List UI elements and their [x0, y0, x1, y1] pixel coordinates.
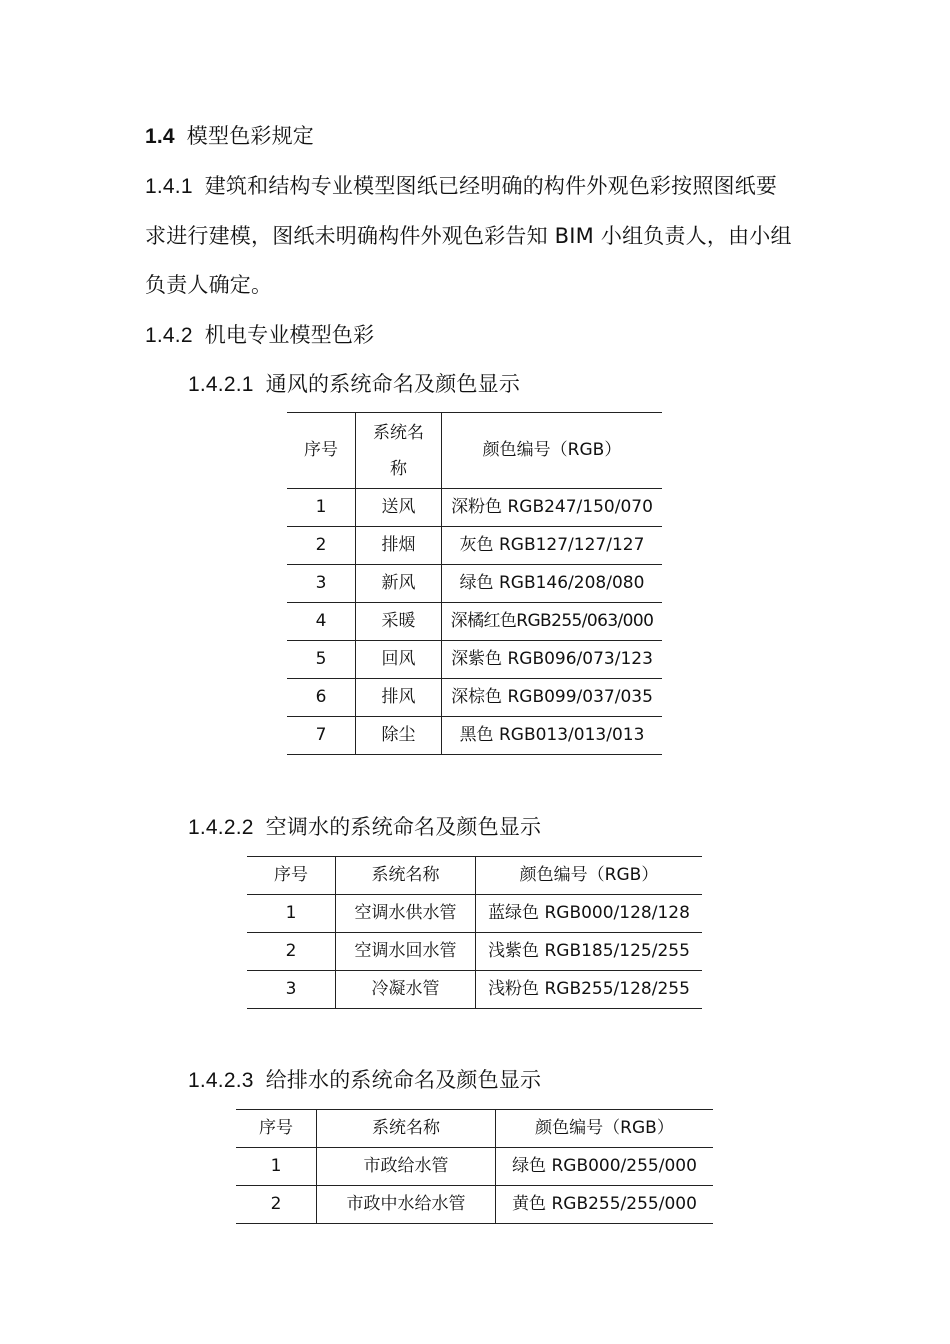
cell-name: 送风	[356, 489, 442, 527]
cell-name: 空调水供水管	[336, 895, 476, 933]
cell-name: 冷凝水管	[336, 971, 476, 1009]
header-name	[356, 413, 442, 489]
paragraph-1-4-1-line-3: 负责人确定。	[145, 273, 273, 297]
cell-seq: 5	[315, 649, 327, 670]
section-title: 模型色彩规定	[186, 124, 314, 148]
section-heading	[145, 126, 314, 147]
cell-color: 深棕色 RGB099/037/035	[442, 679, 663, 717]
subsection-number: 1.4.2	[145, 324, 193, 347]
cell-name: 市政给水管	[317, 1148, 496, 1186]
table-heading-title: 通风的系统命名及颜色显示	[265, 372, 521, 396]
cell-color: 黄色 RGB255/255/000	[496, 1186, 714, 1224]
paragraph-1-4-1-line-1	[145, 176, 777, 197]
cell-color: 绿色 RGB146/208/080	[442, 565, 663, 603]
header-name-line-1: 系统名	[373, 422, 424, 443]
cell-color: 深粉色 RGB247/150/070	[442, 489, 663, 527]
cell-seq: 7	[315, 725, 327, 746]
table-heading-ventilation	[188, 374, 520, 395]
cell-color: 绿色 RGB000/255/000	[496, 1148, 714, 1186]
cell-color: 深紫色 RGB096/073/123	[442, 641, 663, 679]
header-name: 系统名称	[317, 1110, 496, 1148]
hvac-water-table	[247, 856, 702, 1009]
ventilation-table	[287, 412, 662, 755]
header-name-line-2: 称	[390, 458, 407, 479]
table-row	[287, 527, 662, 565]
table-row	[287, 641, 662, 679]
subsection-heading-1-4-2	[145, 325, 374, 346]
cell-seq: 1	[285, 903, 297, 924]
header-color: 颜色编号（RGB）	[496, 1110, 714, 1148]
cell-seq: 4	[315, 611, 327, 632]
header-color: 颜色编号（RGB）	[442, 413, 663, 489]
header-seq: 序号	[304, 440, 338, 461]
cell-name: 空调水回水管	[336, 933, 476, 971]
cell-seq: 1	[315, 497, 327, 518]
cell-name: 除尘	[356, 717, 442, 755]
cell-color: 灰色 RGB127/127/127	[442, 527, 663, 565]
cell-name: 排烟	[356, 527, 442, 565]
table-heading-title: 给排水的系统命名及颜色显示	[265, 1068, 542, 1092]
cell-seq: 3	[315, 573, 327, 594]
table-row	[247, 895, 702, 933]
table-row	[287, 489, 662, 527]
cell-seq: 1	[270, 1156, 282, 1177]
section-number: 1.4	[145, 125, 175, 148]
table-heading-number: 1.4.2.1	[188, 373, 254, 396]
table-row	[236, 1148, 713, 1186]
cell-color: 深橘红色RGB255/063/000	[442, 603, 663, 641]
table-row	[247, 933, 702, 971]
cell-seq: 2	[315, 535, 327, 556]
table-header-row	[247, 857, 702, 895]
plumbing-table	[236, 1109, 713, 1224]
cell-name: 排风	[356, 679, 442, 717]
table-row	[287, 679, 662, 717]
paragraph-text: 建筑和结构专业模型图纸已经明确的构件外观色彩按照图纸要	[204, 174, 778, 198]
table-heading-title: 空调水的系统命名及颜色显示	[265, 815, 542, 839]
header-color: 颜色编号（RGB）	[476, 857, 703, 895]
table-heading-plumbing	[188, 1070, 541, 1091]
table-heading-number: 1.4.2.3	[188, 1069, 254, 1092]
table-heading-hvac-water	[188, 817, 541, 838]
header-seq: 序号	[274, 865, 308, 886]
cell-color: 浅紫色 RGB185/125/255	[476, 933, 703, 971]
cell-seq: 2	[285, 941, 297, 962]
header-name: 系统名称	[336, 857, 476, 895]
table-row	[247, 971, 702, 1009]
table-row	[287, 717, 662, 755]
subsection-title: 机电专业模型色彩	[204, 323, 375, 347]
cell-name: 采暖	[356, 603, 442, 641]
cell-seq: 6	[315, 687, 327, 708]
paragraph-1-4-1-line-2: 求进行建模，图纸未明确构件外观色彩告知 BIM 小组负责人，由小组	[145, 224, 792, 248]
table-row	[287, 565, 662, 603]
paragraph-number: 1.4.1	[145, 175, 193, 198]
table-heading-number: 1.4.2.2	[188, 816, 254, 839]
cell-name: 市政中水给水管	[317, 1186, 496, 1224]
table-row	[287, 603, 662, 641]
cell-color: 黑色 RGB013/013/013	[442, 717, 663, 755]
cell-name: 回风	[356, 641, 442, 679]
cell-color: 蓝绿色 RGB000/128/128	[476, 895, 703, 933]
cell-color: 浅粉色 RGB255/128/255	[476, 971, 703, 1009]
table-row	[236, 1186, 713, 1224]
header-seq: 序号	[259, 1118, 293, 1139]
cell-name: 新风	[356, 565, 442, 603]
cell-seq: 3	[285, 979, 297, 1000]
cell-seq: 2	[270, 1194, 282, 1215]
table-header-row	[287, 413, 662, 489]
table-header-row	[236, 1110, 713, 1148]
